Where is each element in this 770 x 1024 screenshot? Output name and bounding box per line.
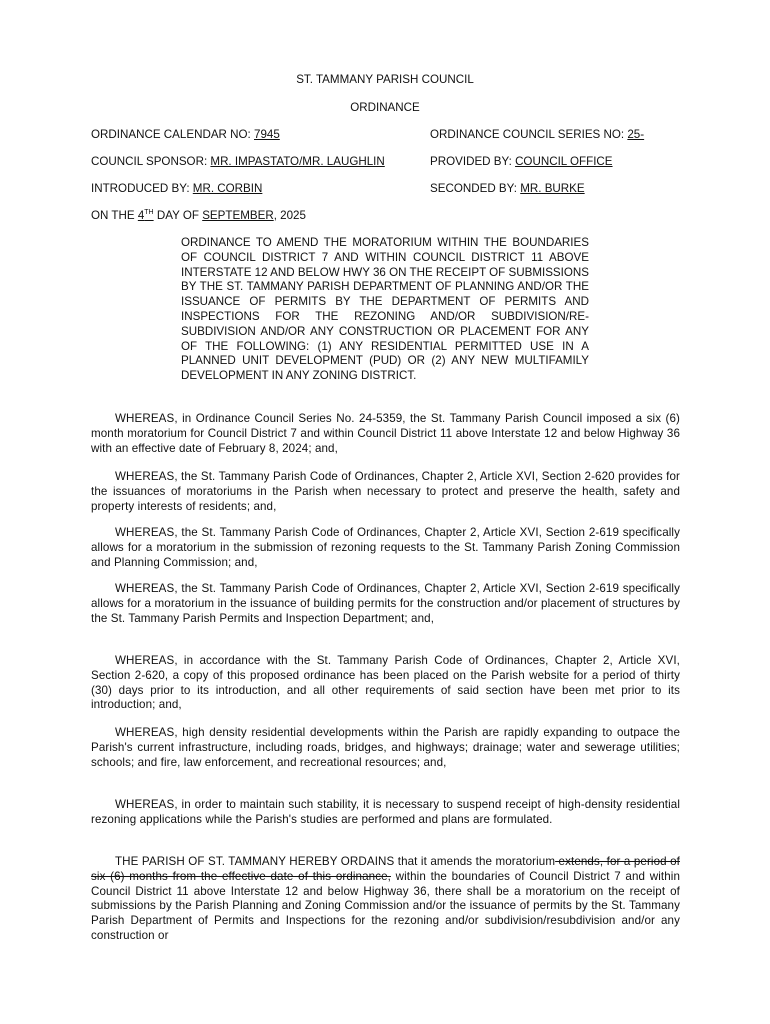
- whereas-paragraph: WHEREAS, the St. Tammany Parish Code of Ordinances, Chapter 2, Article XVI, Section 2-619 specifically allows for a moratorium in the issuance of building permits for the construction and/or placement of structures by the St. Tammany Parish Permits and Inspection Department; and,: [91, 582, 680, 625]
- whereas-paragraph: WHEREAS, the St. Tammany Parish Code of Ordinances, Chapter 2, Article XVI, Section 2-620 provides for the issuances of moratoriums in the Parish when necessary to protect and preserve the health, safety and property interests of residents; and,: [91, 470, 680, 513]
- sponsor-label: COUNCIL SPONSOR:: [91, 155, 208, 168]
- council-heading: ST. TAMMANY PARISH COUNCIL: [296, 73, 474, 86]
- introduced-label: INTRODUCED BY:: [91, 182, 190, 195]
- provided-by: COUNCIL OFFICE: [515, 155, 613, 168]
- seconded-by: MR. BURKE: [520, 182, 585, 195]
- provided-by-line: [430, 155, 613, 168]
- sponsor-names: MR. IMPASTATO/MR. LAUGHLIN: [210, 155, 385, 168]
- series-number-line: [430, 128, 677, 141]
- date-year: , 2025: [273, 209, 306, 222]
- whereas-paragraph: WHEREAS, in order to maintain such stability, it is necessary to suspend receipt of high-density residential rezoning applications while the Parish's studies are performed and plans are formulated.: [91, 798, 680, 826]
- ordinance-caption: ORDINANCE TO AMEND THE MORATORIUM WITHIN THE BOUNDARIES OF COUNCIL DISTRICT 7 AND WITHIN COUNCIL DISTRICT 11 ABOVE INTERSTATE 12 AND BELOW HWY 36 ON THE RECEIPT OF SUBMISSIONS BY THE ST. TAMMANY PARISH DEPARTMENT OF PLANNING AND/OR THE ISSUANCE OF PERMITS BY THE DEPARTMENT OF PERMITS AND INSPECTIONS FOR THE REZONING AND/OR SUBDIVISION/RE-SUBDIVISION AND/OR ANY CONSTRUCTION OR PLACEMENT FOR ANY OF THE FOLLOWING: (1) ANY RESIDENTIAL PERMITTED USE IN A PLANNED UNIT DEVELOPMENT (PUD) OR (2) ANY NEW MULTIFAMILY DEVELOPMENT IN ANY ZONING DISTRICT.: [181, 236, 590, 383]
- ordains-text-continued: within the boundaries of Council District 7 and within Council District 11 above Interstate 12 and below Highway 36, there shall be a moratorium on the receipt of submissions by the Parish Planning and Zoning Commission and/or the issuance of permits by the St. Tammany Parish Department of Permits and Inspections for the rezoning and/or subdivision/resubdivision and/or any construction or: [91, 869, 680, 942]
- introduced-by: MR. CORBIN: [192, 182, 263, 195]
- calendar-number-line: [91, 128, 280, 141]
- date-month: SEPTEMBER: [202, 209, 274, 222]
- sponsor-line: [91, 155, 385, 168]
- introduced-by-line: [91, 182, 262, 195]
- whereas-paragraph: WHEREAS, the St. Tammany Parish Code of Ordinances, Chapter 2, Article XVI, Section 2-619 specifically allows for a moratorium in the submission of rezoning requests to the St. Tammany Parish Zoning Commission and Planning Commission; and,: [91, 526, 680, 569]
- series-label: ORDINANCE COUNCIL SERIES NO:: [430, 128, 625, 141]
- date-day-word: DAY OF: [156, 209, 199, 222]
- ordains-paragraph: [91, 855, 680, 944]
- seconded-label: SECONDED BY:: [430, 182, 517, 195]
- date-prefix: ON THE: [91, 209, 135, 222]
- series-number: 25-: [627, 128, 645, 141]
- date-day: 4TH: [137, 209, 154, 222]
- whereas-paragraph: WHEREAS, in Ordinance Council Series No. 24-5359, the St. Tammany Parish Council imposed a six (6) month moratorium for Council District 7 and within Council District 11 above Interstate 12 and below Highway 36 with an effective date of February 8, 2024; and,: [91, 412, 680, 455]
- whereas-paragraph: WHEREAS, in accordance with the St. Tammany Parish Code of Ordinances, Chapter 2, Article XVI, Section 2-620, a copy of this proposed ordinance has been placed on the Parish website for a period of thirty (30) days prior to its introduction, and all other requirements of said section have been met prior to its introduction; and,: [91, 654, 680, 712]
- struck-text: extends, for a period of six (6) months from the effective date of this ordinance,: [91, 855, 680, 883]
- calendar-label: ORDINANCE CALENDAR NO:: [91, 128, 251, 141]
- ordains-text: THE PARISH OF ST. TAMMANY HEREBY ORDAINS that it amends the moratorium: [115, 855, 556, 868]
- date-line: [91, 209, 306, 222]
- provided-label: PROVIDED BY:: [430, 155, 512, 168]
- whereas-paragraph: WHEREAS, high density residential developments within the Parish are rapidly expanding to outpace the Parish's current infrastructure, including roads, bridges, and highways; drainage; water and sewerage utilities; schools; and fire, law enforcement, and recreational resources; and,: [91, 726, 680, 769]
- ordinance-heading: ORDINANCE: [350, 101, 420, 114]
- calendar-number: 7945: [254, 128, 280, 141]
- seconded-by-line: [430, 182, 585, 195]
